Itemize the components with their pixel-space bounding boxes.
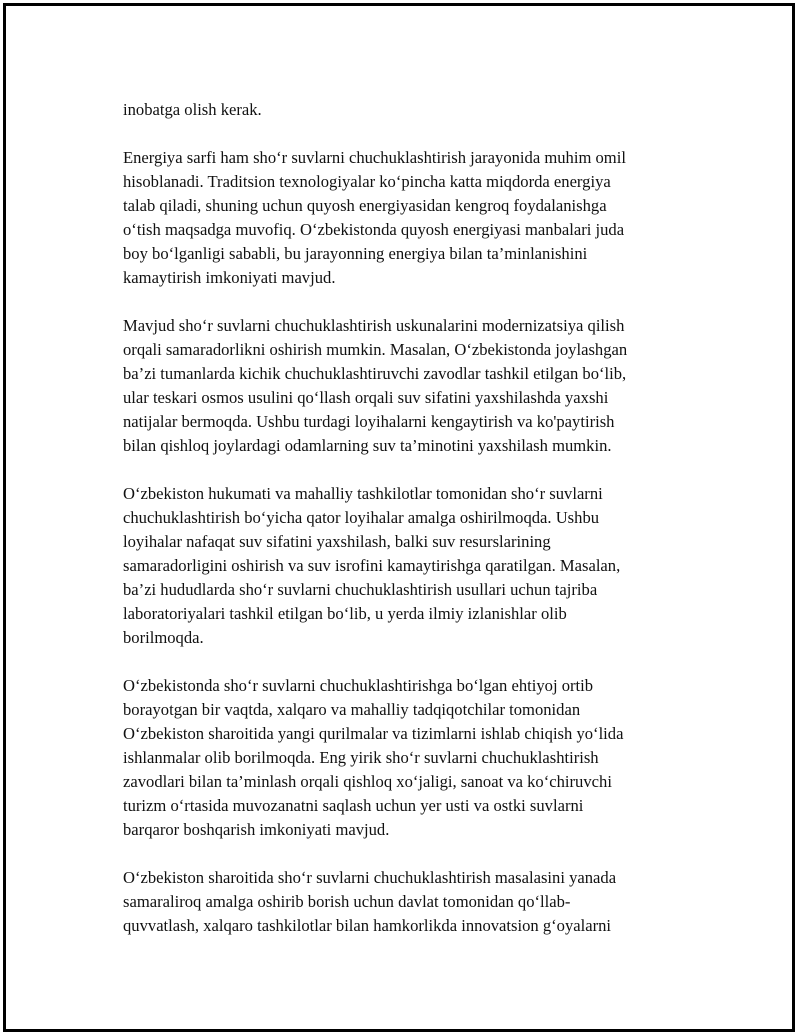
document-body (123, 98, 683, 962)
text-line: ular teskari osmos usulini qo‘llash orqali suv sifatini yaxshilashda yaxshi (123, 388, 609, 407)
text-line: inobatga olish kerak. (123, 100, 262, 119)
paragraph-2 (123, 146, 683, 290)
text-line: borayotgan bir vaqtda, xalqaro va mahalliy tadqiqotchilar tomonidan (123, 700, 581, 719)
text-line: natijalar bermoqda. Ushbu turdagi loyihalarni kengaytirish va ko'paytirish (123, 412, 615, 431)
text-line: borilmoqda. (123, 628, 204, 647)
text-line: O‘zbekistonda sho‘r suvlarni chuchuklashtirishga bo‘lgan ehtiyoj ortib (123, 676, 594, 695)
text-line: samaradorligini oshirish va suv isrofini kamaytirishga qaratilgan. Masalan, (123, 556, 621, 575)
text-line: ba’zi tumanlarda kichik chuchuklashtiruvchi zavodlar tashkil etilgan bo‘lib, (123, 364, 627, 383)
text-line: quvvatlash, xalqaro tashkilotlar bilan hamkorlikda innovatsion g‘oyalarni (123, 916, 612, 935)
text-line: O‘zbekiston sharoitida yangi qurilmalar va tizimlarni ishlab chiqish yo‘lida (123, 724, 624, 743)
paragraph-5 (123, 674, 683, 842)
paragraph-1 (123, 98, 683, 122)
text-line: talab qiladi, shuning uchun quyosh energiyasidan kengroq foydalanishga (123, 196, 607, 215)
text-line: laboratoriyalari tashkil etilgan bo‘lib, u yerda ilmiy izlanishlar olib (123, 604, 567, 623)
text-line: hisoblanadi. Traditsion texnologiyalar ko‘pincha katta miqdorda energiya (123, 172, 611, 191)
text-line: samaraliroq amalga oshirib borish uchun davlat tomonidan qo‘llab- (123, 892, 571, 911)
text-line: O‘zbekiston sharoitida sho‘r suvlarni chuchuklashtirish masalasini yanada (123, 868, 617, 887)
text-line: orqali samaradorlikni oshirish mumkin. Masalan, O‘zbekistonda joylashgan (123, 340, 628, 359)
text-line: O‘zbekiston hukumati va mahalliy tashkilotlar tomonidan sho‘r suvlarni (123, 484, 603, 503)
text-line: Mavjud sho‘r suvlarni chuchuklashtirish uskunalarini modernizatsiya qilish (123, 316, 625, 335)
text-line: o‘tish maqsadga muvofiq. O‘zbekistonda quyosh energiyasi manbalari juda (123, 220, 625, 239)
text-line: ba’zi hududlarda sho‘r suvlarni chuchuklashtirish usullari uchun tajriba (123, 580, 598, 599)
paragraph-4 (123, 482, 683, 650)
page-frame (3, 3, 795, 1032)
text-line: loyihalar nafaqat suv sifatini yaxshilash, balki suv resurslarining (123, 532, 551, 551)
text-line: bilan qishloq joylardagi odamlarning suv ta’minotini yaxshilash mumkin. (123, 436, 612, 455)
text-line: turizm o‘rtasida muvozanatni saqlash uchun yer usti va ostki suvlarni (123, 796, 584, 815)
paragraph-3 (123, 314, 683, 458)
text-line: Energiya sarfi ham sho‘r suvlarni chuchuklashtirish jarayonida muhim omil (123, 148, 626, 167)
text-line: zavodlari bilan ta’minlash orqali qishloq xo‘jaligi, sanoat va ko‘chiruvchi (123, 772, 612, 791)
text-line: chuchuklashtirish bo‘yicha qator loyihalar amalga oshirilmoqda. Ushbu (123, 508, 600, 527)
text-line: ishlanmalar olib borilmoqda. Eng yirik sho‘r suvlarni chuchuklashtirish (123, 748, 599, 767)
text-line: kamaytirish imkoniyati mavjud. (123, 268, 336, 287)
paragraph-6 (123, 866, 683, 938)
text-line: boy bo‘lganligi sababli, bu jarayonning energiya bilan ta’minlanishini (123, 244, 588, 263)
text-line: barqaror boshqarish imkoniyati mavjud. (123, 820, 390, 839)
